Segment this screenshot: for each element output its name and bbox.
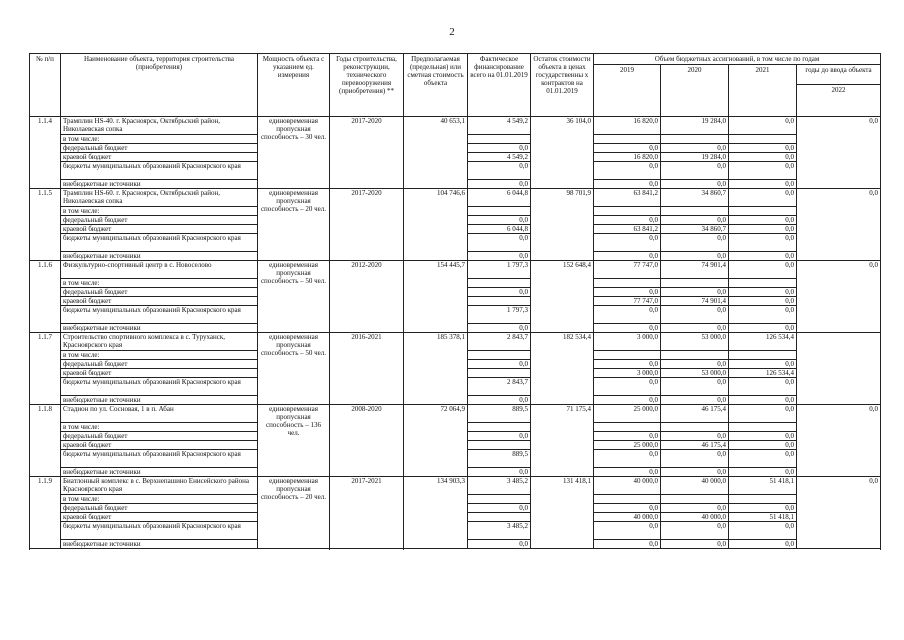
empty-cell — [468, 351, 531, 360]
object-name: Стадион по ул. Сосновая, 1 в п. Абан — [61, 405, 258, 423]
regional-budget-actual — [468, 441, 531, 450]
federal-budget-y2021: 0,0 — [729, 360, 797, 369]
municipal-budget-y2019: 0,0 — [594, 234, 661, 252]
empty-cell — [661, 279, 729, 288]
extra-budget-y2019: 0,0 — [594, 324, 661, 333]
table-header — [30, 54, 881, 117]
empty-cell — [661, 207, 729, 216]
incl-label: в том числе: — [61, 495, 258, 504]
regional-budget-y2019: 3 000,0 — [594, 369, 661, 378]
federal-budget-actual: 0,0 — [468, 144, 531, 153]
extra-budget-y2020: 0,0 — [661, 252, 729, 261]
extra-budget-y2019: 0,0 — [594, 396, 661, 405]
object-y2020: 46 175,4 — [661, 405, 729, 423]
object-capacity: единовременная пропускная способность – 30 чел. — [258, 117, 330, 189]
header-remaining: Остаток стоимости объекта в ценах государственны х контрактов на 01.01.2019 — [531, 54, 594, 117]
federal-budget-label: федеральный бюджет — [61, 144, 258, 153]
object-y2019: 25 000,0 — [594, 405, 661, 423]
object-y2021: 0,0 — [729, 189, 797, 207]
page-number: 2 — [449, 26, 455, 38]
extra-budget-actual: 0,0 — [468, 180, 531, 189]
object-row — [30, 405, 881, 423]
municipal-budget-y2021: 0,0 — [729, 378, 797, 396]
empty-cell — [729, 351, 797, 360]
municipal-budget-y2020: 0,0 — [661, 450, 729, 468]
regional-budget-y2019: 25 000,0 — [594, 441, 661, 450]
object-y2021: 0,0 — [729, 405, 797, 423]
object-est-cost: 104 746,6 — [404, 189, 468, 261]
federal-budget-y2020: 0,0 — [661, 216, 729, 225]
object-y2019: 63 841,2 — [594, 189, 661, 207]
extra-budget-y2019: 0,0 — [594, 468, 661, 477]
empty-cell — [729, 279, 797, 288]
empty-cell — [468, 279, 531, 288]
empty-cell — [729, 495, 797, 504]
object-years: 2016-2021 — [330, 333, 404, 405]
extra-budget-label: внебюджетные источники — [61, 540, 258, 549]
empty-cell — [468, 207, 531, 216]
object-actual: 6 044,8 — [468, 189, 531, 207]
federal-budget-actual: 0,0 — [468, 288, 531, 297]
object-name: Строительство спортивного комплекса в с. Туруханск, Красноярского края — [61, 333, 258, 351]
regional-budget-label: краевой бюджет — [61, 369, 258, 378]
extra-budget-y2019: 0,0 — [594, 540, 661, 549]
municipal-budget-actual: 3 485,2 — [468, 522, 531, 540]
regional-budget-actual — [468, 513, 531, 522]
header-budget-group: Объем бюджетных ассигнований, в том числе по годам — [594, 54, 881, 65]
extra-budget-y2020: 0,0 — [661, 396, 729, 405]
federal-budget-y2021: 0,0 — [729, 144, 797, 153]
object-actual: 4 549,2 — [468, 117, 531, 135]
object-row — [30, 189, 881, 207]
municipal-budget-y2021: 0,0 — [729, 162, 797, 180]
extra-budget-label: внебюджетные источники — [61, 396, 258, 405]
object-number: 1.1.6 — [30, 261, 61, 333]
federal-budget-y2021: 0,0 — [729, 432, 797, 441]
extra-budget-y2021: 0,0 — [729, 252, 797, 261]
object-capacity: единовременная пропускная способность – 20 чел. — [258, 189, 330, 261]
municipal-budget-y2020: 0,0 — [661, 306, 729, 324]
municipal-budget-label: бюджеты муниципальных образований Красноярского края — [61, 450, 258, 468]
header-actual: Фактическое финансирование всего на 01.01.2019 — [468, 54, 531, 117]
object-number: 1.1.9 — [30, 477, 61, 549]
header-y2020: 2020 — [661, 65, 729, 117]
regional-budget-actual — [468, 297, 531, 306]
municipal-budget-actual: 0,0 — [468, 234, 531, 252]
table-body — [30, 117, 881, 549]
investment-table-sheet — [29, 53, 880, 549]
federal-budget-actual: 0,0 — [468, 432, 531, 441]
regional-budget-y2019: 77 747,0 — [594, 297, 661, 306]
regional-budget-y2021: 0,0 — [729, 297, 797, 306]
object-y2021: 126 534,4 — [729, 333, 797, 351]
extra-budget-label: внебюджетные источники — [61, 252, 258, 261]
object-row — [30, 117, 881, 135]
federal-budget-y2019: 0,0 — [594, 144, 661, 153]
object-actual: 2 843,7 — [468, 333, 531, 351]
incl-label: в том числе: — [61, 279, 258, 288]
object-y2020: 53 000,0 — [661, 333, 729, 351]
object-years: 2012-2020 — [330, 261, 404, 333]
municipal-budget-y2021: 0,0 — [729, 450, 797, 468]
municipal-budget-y2020: 0,0 — [661, 234, 729, 252]
regional-budget-y2021: 0,0 — [729, 441, 797, 450]
extra-budget-actual: 0,0 — [468, 324, 531, 333]
object-actual: 889,5 — [468, 405, 531, 423]
federal-budget-label: федеральный бюджет — [61, 432, 258, 441]
federal-budget-y2020: 0,0 — [661, 360, 729, 369]
incl-label: в том числе: — [61, 423, 258, 432]
incl-label: в том числе: — [61, 207, 258, 216]
empty-cell — [468, 135, 531, 144]
empty-cell — [594, 495, 661, 504]
object-name: Биатлонный комплекс в с. Верхнепашино Енисейского района Красноярского края — [61, 477, 258, 495]
object-y2021: 0,0 — [729, 261, 797, 279]
federal-budget-y2021: 0,0 — [729, 504, 797, 513]
header-num: № п/п — [30, 54, 61, 117]
regional-budget-y2020: 46 175,4 — [661, 441, 729, 450]
object-years: 2017-2020 — [330, 189, 404, 261]
object-yrest: 0,0 — [797, 405, 881, 477]
federal-budget-y2019: 0,0 — [594, 432, 661, 441]
empty-cell — [468, 495, 531, 504]
extra-budget-actual: 0,0 — [468, 396, 531, 405]
object-y2020: 74 901,4 — [661, 261, 729, 279]
empty-cell — [594, 351, 661, 360]
municipal-budget-actual: 0,0 — [468, 162, 531, 180]
extra-budget-y2020: 0,0 — [661, 180, 729, 189]
regional-budget-y2021: 51 418,1 — [729, 513, 797, 522]
object-capacity: единовременная пропускная способность – 20 чел. — [258, 477, 330, 549]
municipal-budget-actual: 889,5 — [468, 450, 531, 468]
object-yrest: 0,0 — [797, 117, 881, 189]
federal-budget-y2021: 0,0 — [729, 288, 797, 297]
object-remaining: 36 104,0 — [531, 117, 594, 189]
object-yrest: 0,0 — [797, 477, 881, 549]
empty-cell — [729, 207, 797, 216]
object-remaining: 152 648,4 — [531, 261, 594, 333]
municipal-budget-y2021: 0,0 — [729, 234, 797, 252]
extra-budget-y2020: 0,0 — [661, 540, 729, 549]
federal-budget-y2019: 0,0 — [594, 360, 661, 369]
municipal-budget-actual: 2 843,7 — [468, 378, 531, 396]
object-years: 2017-2020 — [330, 117, 404, 189]
header-y2019: 2019 — [594, 65, 661, 117]
object-yrest — [797, 333, 881, 405]
municipal-budget-label: бюджеты муниципальных образований Красноярского края — [61, 522, 258, 540]
object-y2019: 3 000,0 — [594, 333, 661, 351]
object-y2020: 40 000,0 — [661, 477, 729, 495]
header-name: Наименование объекта, территория строительства (приобретения) — [61, 54, 258, 117]
empty-cell — [468, 423, 531, 432]
object-name: Физкультурно-спортивный центр в с. Новоселово — [61, 261, 258, 279]
object-est-cost: 154 445,7 — [404, 261, 468, 333]
object-row — [30, 261, 881, 279]
object-y2019: 77 747,0 — [594, 261, 661, 279]
extra-budget-y2019: 0,0 — [594, 252, 661, 261]
empty-cell — [594, 279, 661, 288]
regional-budget-label: краевой бюджет — [61, 513, 258, 522]
empty-cell — [594, 423, 661, 432]
federal-budget-y2020: 0,0 — [661, 432, 729, 441]
object-name: Трамплин HS-40. г. Красноярск, Октябрьский район, Николаевская сопка — [61, 117, 258, 135]
header-y2021: 2021 — [729, 65, 797, 117]
regional-budget-y2021: 0,0 — [729, 225, 797, 234]
municipal-budget-y2020: 0,0 — [661, 378, 729, 396]
regional-budget-label: краевой бюджет — [61, 297, 258, 306]
object-est-cost: 40 653,1 — [404, 117, 468, 189]
federal-budget-y2020: 0,0 — [661, 144, 729, 153]
regional-budget-label: краевой бюджет — [61, 441, 258, 450]
regional-budget-y2019: 63 841,2 — [594, 225, 661, 234]
federal-budget-actual: 0,0 — [468, 360, 531, 369]
object-row — [30, 333, 881, 351]
empty-cell — [729, 135, 797, 144]
investment-objects-table — [29, 53, 881, 549]
municipal-budget-label: бюджеты муниципальных образований Красноярского края — [61, 234, 258, 252]
federal-budget-actual: 0,0 — [468, 216, 531, 225]
extra-budget-y2020: 0,0 — [661, 324, 729, 333]
header-yrest-sub: 2022 — [797, 85, 881, 117]
regional-budget-y2019: 16 820,0 — [594, 153, 661, 162]
municipal-budget-y2021: 0,0 — [729, 306, 797, 324]
municipal-budget-label: бюджеты муниципальных образований Красноярского края — [61, 378, 258, 396]
extra-budget-y2021: 0,0 — [729, 540, 797, 549]
object-capacity: единовременная пропускная способность – 136 чел. — [258, 405, 330, 477]
object-y2021: 51 418,1 — [729, 477, 797, 495]
extra-budget-label: внебюджетные источники — [61, 180, 258, 189]
federal-budget-y2019: 0,0 — [594, 288, 661, 297]
regional-budget-actual: 4 549,2 — [468, 153, 531, 162]
extra-budget-actual: 0,0 — [468, 540, 531, 549]
federal-budget-label: федеральный бюджет — [61, 360, 258, 369]
header-yrest: годы до ввода объекта — [797, 65, 881, 85]
extra-budget-label: внебюджетные источники — [61, 324, 258, 333]
object-number: 1.1.5 — [30, 189, 61, 261]
municipal-budget-y2019: 0,0 — [594, 378, 661, 396]
incl-label: в том числе: — [61, 351, 258, 360]
header-capacity: Мощность объекта с указанием ед. измерения — [258, 54, 330, 117]
empty-cell — [729, 423, 797, 432]
header-est-cost: Предполагаемая (предельная) или сметная стоимость объекта — [404, 54, 468, 117]
regional-budget-y2019: 40 000,0 — [594, 513, 661, 522]
object-number: 1.1.8 — [30, 405, 61, 477]
extra-budget-label: внебюджетные источники — [61, 468, 258, 477]
municipal-budget-y2021: 0,0 — [729, 522, 797, 540]
regional-budget-y2020: 40 000,0 — [661, 513, 729, 522]
extra-budget-y2021: 0,0 — [729, 324, 797, 333]
regional-budget-y2020: 34 860,7 — [661, 225, 729, 234]
object-y2020: 19 284,0 — [661, 117, 729, 135]
federal-budget-label: федеральный бюджет — [61, 504, 258, 513]
regional-budget-y2020: 74 901,4 — [661, 297, 729, 306]
federal-budget-y2021: 0,0 — [729, 216, 797, 225]
federal-budget-y2020: 0,0 — [661, 504, 729, 513]
object-name: Трамплин HS-60. г. Красноярск, Октябрьский район, Николаевская сопка — [61, 189, 258, 207]
header-years: Годы строительства, реконструкции, технического перевооружения (приобретения) ** — [330, 54, 404, 117]
extra-budget-y2021: 0,0 — [729, 180, 797, 189]
regional-budget-label: краевой бюджет — [61, 225, 258, 234]
regional-budget-label: краевой бюджет — [61, 153, 258, 162]
extra-budget-y2019: 0,0 — [594, 180, 661, 189]
municipal-budget-y2020: 0,0 — [661, 522, 729, 540]
federal-budget-label: федеральный бюджет — [61, 288, 258, 297]
empty-cell — [661, 351, 729, 360]
object-actual: 3 485,2 — [468, 477, 531, 495]
extra-budget-y2021: 0,0 — [729, 396, 797, 405]
empty-cell — [661, 495, 729, 504]
regional-budget-y2021: 126 534,4 — [729, 369, 797, 378]
object-est-cost: 72 064,9 — [404, 405, 468, 477]
object-yrest: 0,0 — [797, 189, 881, 261]
extra-budget-actual: 0,0 — [468, 468, 531, 477]
municipal-budget-y2019: 0,0 — [594, 306, 661, 324]
extra-budget-y2020: 0,0 — [661, 468, 729, 477]
municipal-budget-y2019: 0,0 — [594, 162, 661, 180]
object-remaining: 182 534,4 — [531, 333, 594, 405]
object-capacity: единовременная пропускная способность – 50 чел. — [258, 333, 330, 405]
incl-label: в том числе: — [61, 135, 258, 144]
federal-budget-label: федеральный бюджет — [61, 216, 258, 225]
federal-budget-y2019: 0,0 — [594, 504, 661, 513]
object-est-cost: 185 378,1 — [404, 333, 468, 405]
extra-budget-y2021: 0,0 — [729, 468, 797, 477]
object-y2021: 0,0 — [729, 117, 797, 135]
object-number: 1.1.7 — [30, 333, 61, 405]
federal-budget-actual: 0,0 — [468, 504, 531, 513]
regional-budget-actual: 6 044,8 — [468, 225, 531, 234]
object-y2019: 40 000,0 — [594, 477, 661, 495]
federal-budget-y2020: 0,0 — [661, 288, 729, 297]
object-capacity: единовременная пропускная способность – 50 чел. — [258, 261, 330, 333]
federal-budget-y2019: 0,0 — [594, 216, 661, 225]
object-years: 2017-2021 — [330, 477, 404, 549]
object-y2020: 34 860,7 — [661, 189, 729, 207]
regional-budget-y2020: 53 000,0 — [661, 369, 729, 378]
municipal-budget-y2019: 0,0 — [594, 450, 661, 468]
municipal-budget-actual: 1 797,3 — [468, 306, 531, 324]
object-row — [30, 477, 881, 495]
object-years: 2008-2020 — [330, 405, 404, 477]
municipal-budget-label: бюджеты муниципальных образований Красноярского края — [61, 162, 258, 180]
object-remaining: 98 701,9 — [531, 189, 594, 261]
extra-budget-actual: 0,0 — [468, 252, 531, 261]
regional-budget-y2021: 0,0 — [729, 153, 797, 162]
object-remaining: 71 175,4 — [531, 405, 594, 477]
empty-cell — [661, 423, 729, 432]
municipal-budget-y2019: 0,0 — [594, 522, 661, 540]
object-actual: 1 797,3 — [468, 261, 531, 279]
regional-budget-y2020: 19 284,0 — [661, 153, 729, 162]
empty-cell — [594, 207, 661, 216]
municipal-budget-y2020: 0,0 — [661, 162, 729, 180]
object-number: 1.1.4 — [30, 117, 61, 189]
object-y2019: 16 820,0 — [594, 117, 661, 135]
object-est-cost: 134 903,3 — [404, 477, 468, 549]
empty-cell — [594, 135, 661, 144]
municipal-budget-label: бюджеты муниципальных образований Красноярского края — [61, 306, 258, 324]
empty-cell — [661, 135, 729, 144]
object-remaining: 131 418,1 — [531, 477, 594, 549]
regional-budget-actual — [468, 369, 531, 378]
object-yrest: 0,0 — [797, 261, 881, 333]
